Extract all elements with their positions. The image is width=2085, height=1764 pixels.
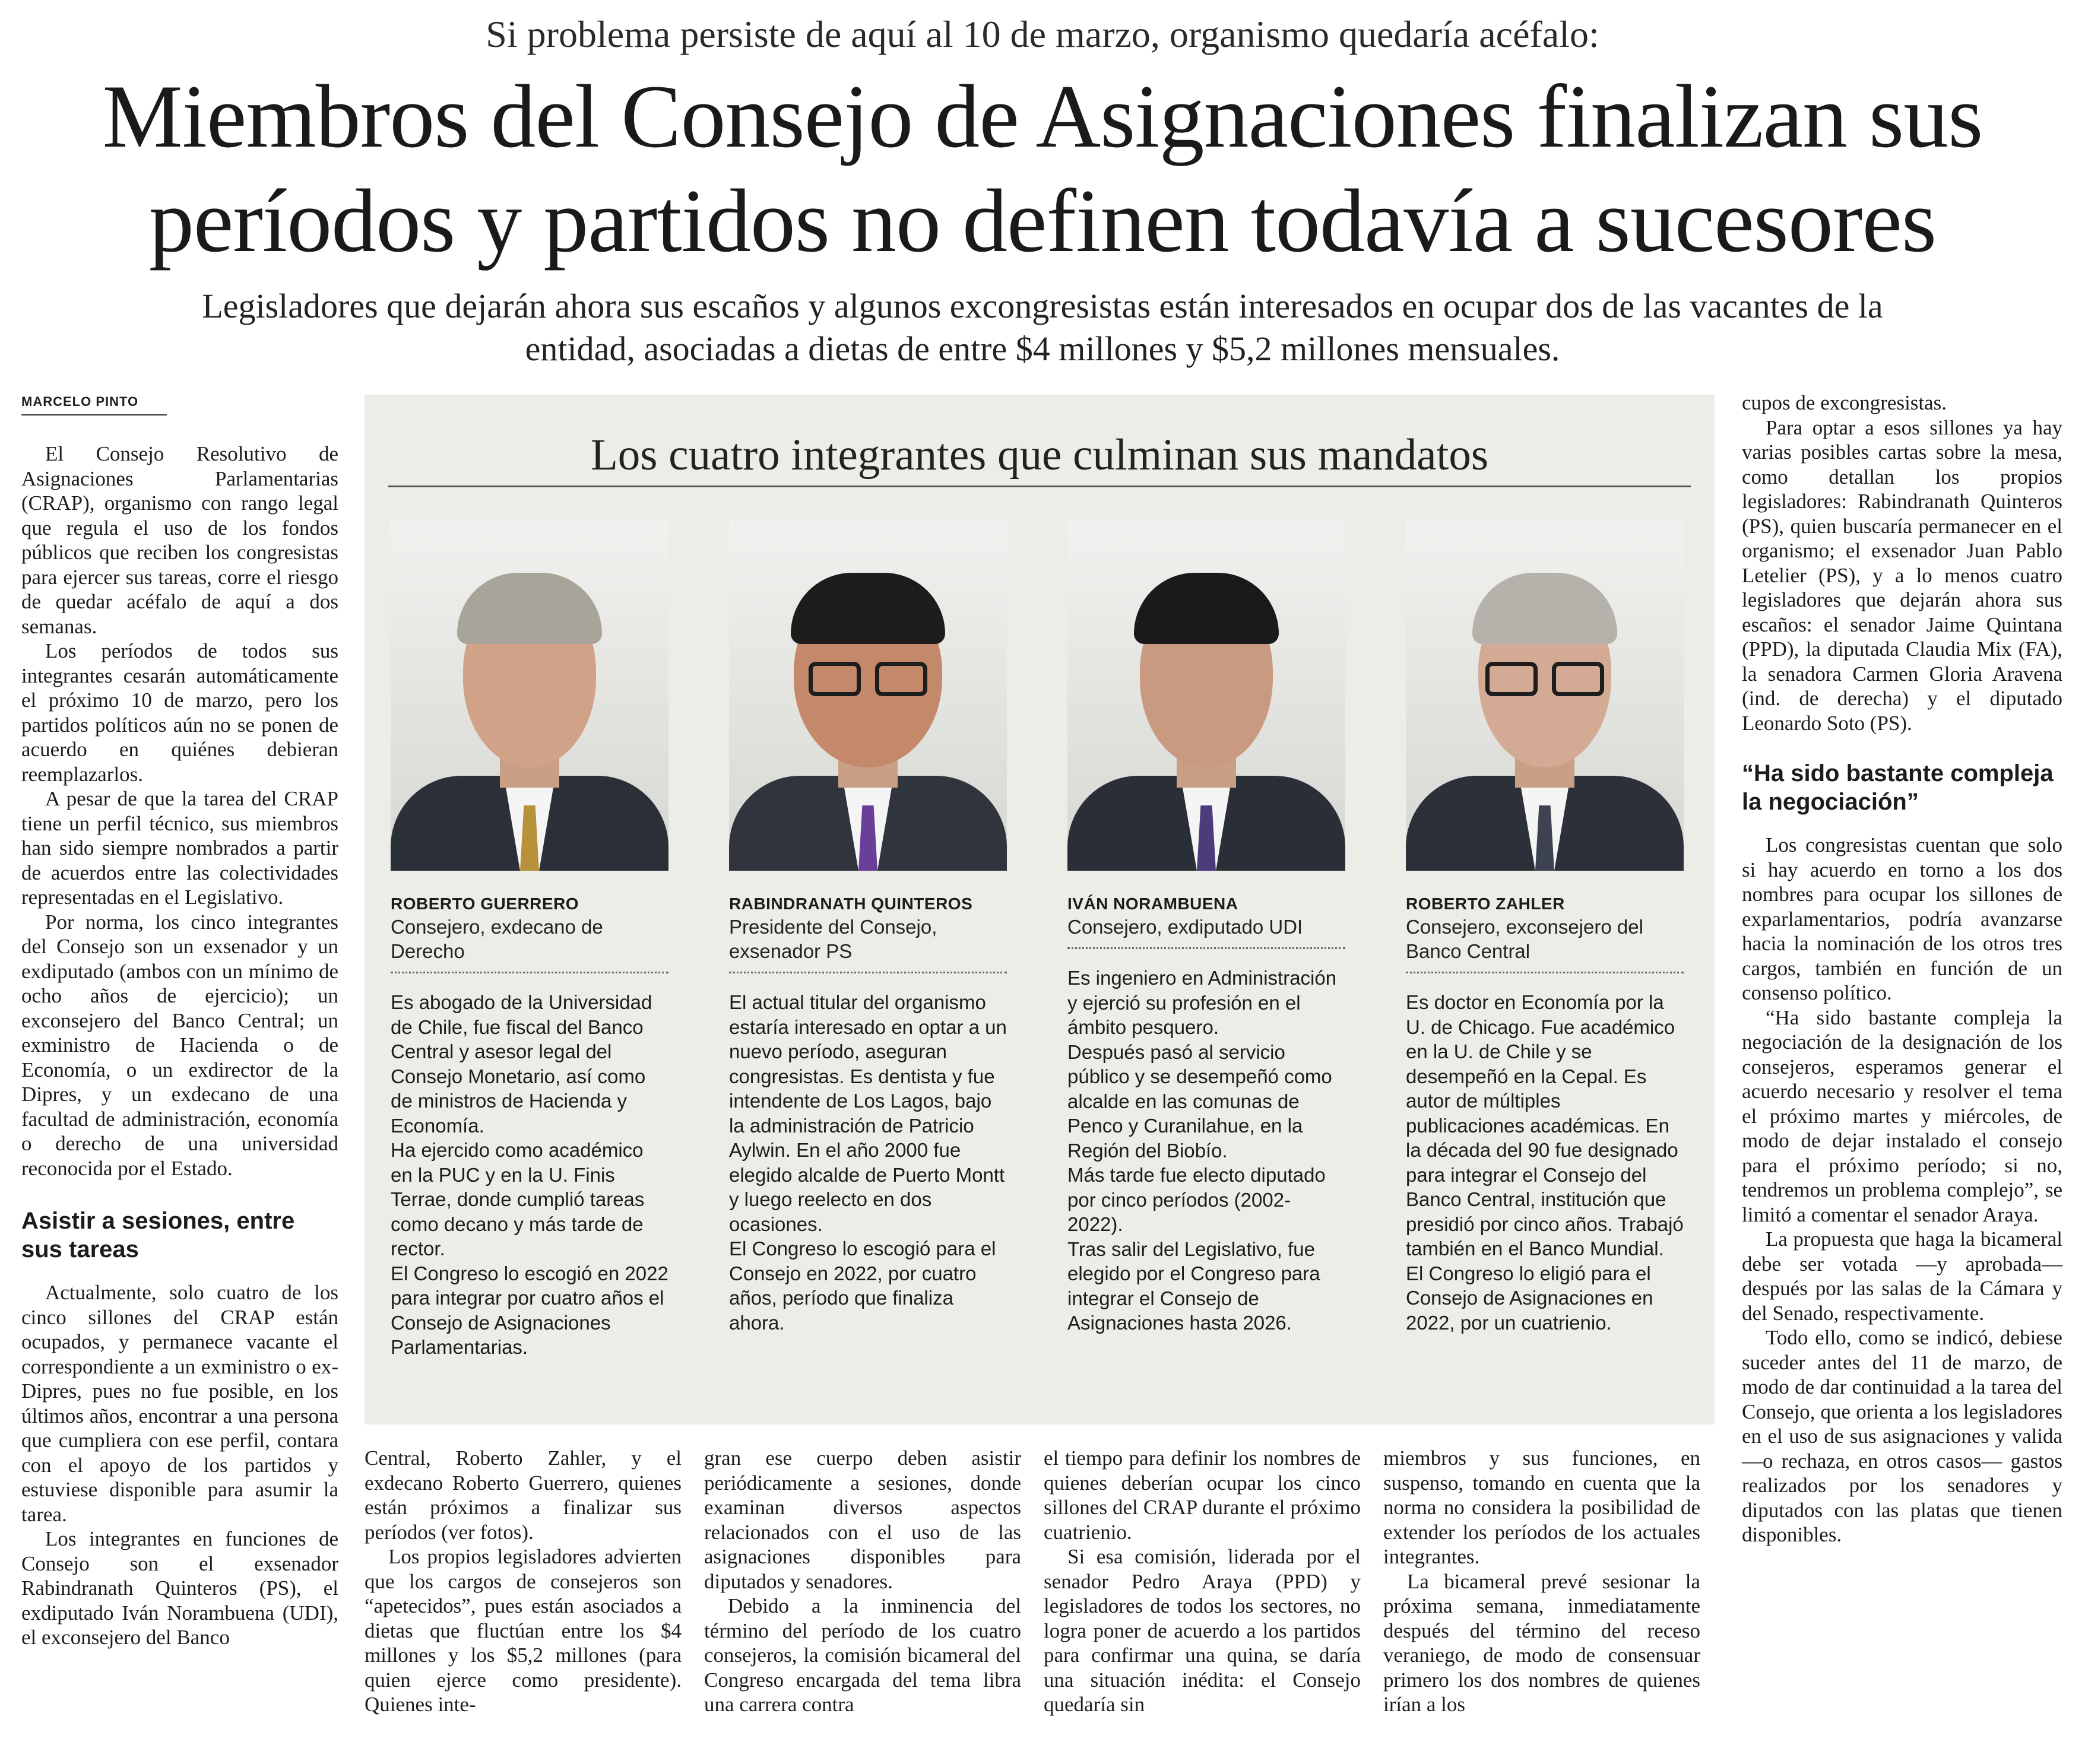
members-box — [365, 395, 1715, 1424]
paragraph: A pesar de que la tarea del CRAP tiene un perfil técnico, sus miembros han sido siempre nombrados a partir de acuerdos entre las colectividades representadas en el Legislativo. — [21, 787, 338, 909]
section-heading: “Ha sido bastante compleja la negociación” — [1742, 760, 2054, 815]
portrait-photo — [1067, 519, 1345, 871]
bio-paragraph: Es doctor en Economía por la U. de Chicago. Fue académico en la U. de Chile y se desempeñó en la Cepal. Es autor de múltiples publicaciones académicas. En la década del 90 fue designado para integrar el Consejo del Banco Central, institución que presidió por cinco años. Trabajó también en el Banco Mundial. El Congreso lo eligió para el Consejo de Asignaciones en 2022, por un cuatrienio. — [1406, 991, 1684, 1334]
member-card-quinteros — [729, 519, 1007, 1335]
column-5 — [1383, 1446, 1700, 1717]
paragraph: el tiempo para definir los nombres de quienes deberían ocupar los cinco sillones del CRAP durante el próximo cuatrienio. — [1044, 1446, 1361, 1544]
paragraph: miembros y sus funciones, en suspenso, tomando en cuenta que la norma no considera la posibilidad de extender los períodos de los actuales integrantes. — [1383, 1446, 1700, 1568]
member-card-norambuena — [1067, 519, 1345, 1335]
paragraph: Para optar a esos sillones ya hay varias posibles cartas sobre la mesa, como detallan los propios legisladores: Rabindranath Quinteros (PS), quien buscaría permanecer en el organismo; el exsenador Juan Pablo Letelier (PS), y a lo menos cuatro legisladores que dejarán ahora sus escaños: el senador Jaime Quintana (PPD), la diputada Claudia Mix (FA), la senadora Carmen Gloria Aravena (ind. de derecha) y el diputado Leonardo Soto (PS). — [1742, 415, 2062, 735]
kicker: Si problema persiste de aquí al 10 de marzo, organismo quedaría acéfalo: — [486, 13, 1599, 55]
paragraph: La bicameral prevé sesionar la próxima semana, inmediatamente después del término del receso veraniego, de modo de consensuar primero los dos nombres de quienes irían a los — [1383, 1569, 1700, 1716]
member-card-zahler — [1406, 519, 1684, 1335]
byline-rule — [21, 414, 167, 415]
bio-paragraph: El actual titular del organismo estaría interesado en optar a un nuevo período, aseguran congresistas. Es dentista y fue intendente de Los Lagos, bajo la administración de Patricio Aylwin. En el año 2000 fue elegido alcalde de Puerto Montt y luego reelecto en dos ocasiones. — [729, 991, 1007, 1235]
paragraph: Los integrantes en funciones de Consejo son el exsenador Rabindranath Quinteros (PS), el exdiputado Iván Norambuena (UDI), el exconsejero del Banco — [21, 1527, 338, 1649]
section-heading: Asistir a sesiones, entre sus tareas — [21, 1208, 295, 1262]
portrait-photo — [391, 519, 668, 871]
member-name: IVÁN NORAMBUENA — [1067, 894, 1238, 913]
column-6 — [1742, 391, 2062, 1547]
paragraph: Debido a la inminencia del término del período de los cuatro consejeros, la comisión bicameral del Congreso encargada del tema libra una carrera contra — [704, 1594, 1021, 1716]
paragraph: Actualmente, solo cuatro de los cinco sillones del CRAP están ocupados, y permanece vacante el correspondiente a un exministro o ex-Dipres, pues no fue posible, en los últimos años, encontrar a una persona que cumpliera con ese perfil, contara con el apoyo de los partidos y estuviese disponible para asumir la tarea. — [21, 1281, 338, 1526]
paragraph: gran ese cuerpo deben asistir periódicamente a sesiones, donde examinan diversos aspectos relacionados con el uso de las asignaciones disponibles para diputados y senadores. — [704, 1446, 1021, 1593]
member-bio — [391, 990, 668, 1360]
paragraph: Central, Roberto Zahler, y el exdecano Roberto Guerrero, quienes están próximos a finalizar sus períodos (ver fotos). — [365, 1446, 682, 1544]
member-bio — [729, 990, 1007, 1335]
member-bio — [1406, 990, 1684, 1335]
paragraph: Todo ello, como se indicó, debiese suceder antes del 11 de marzo, de modo de dar continuidad a la tarea del Consejo, que orienta a los legisladores en el uso de sus asignaciones y valida —o rechaza, en otros casos— gastos realizados por los senadores y diputados con las platas que tienen disponibles. — [1742, 1326, 2062, 1546]
bio-paragraph: El Congreso lo escogió para el Consejo en 2022, por cuatro años, período que finaliza ahora. — [729, 1238, 996, 1334]
bio-paragraph: Ha ejercido como académico en la PUC y en la U. Finis Terrae, donde cumplió tareas como decano y más tarde de rector. — [391, 1139, 645, 1259]
paragraph: La propuesta que haga la bicameral debe ser votada —y aprobada— después por las salas de la Cámara y del Senado, respectivamente. — [1742, 1227, 2062, 1325]
paragraph: Si esa comisión, liderada por el senador Pedro Araya (PPD) y legisladores de todos los sectores, no logra poner de acuerdo a los partidos para confirmar una quina, se daría una situación inédita: el Consejo quedaría sin — [1044, 1545, 1361, 1716]
column-4 — [1044, 1446, 1361, 1717]
column-2 — [365, 1446, 682, 1717]
bio-paragraph: Tras salir del Legislativo, fue elegido por el Congreso para integrar el Consejo de Asignaciones hasta 2026. — [1067, 1238, 1320, 1334]
bio-paragraph: Es ingeniero en Administración y ejerció su profesión en el ámbito pesquero. — [1067, 967, 1337, 1038]
portrait-photo — [729, 519, 1007, 871]
paragraph: cupos de excongresistas. — [1742, 391, 1947, 414]
paragraph: El Consejo Resolutivo de Asignaciones Parlamentarias (CRAP), organismo con rango legal que regula el uso de los fondos públicos que reciben los congresistas para ejercer sus tareas, corre el riesgo de quedar acéfalo de aquí a dos semanas. — [21, 442, 338, 638]
member-name: ROBERTO GUERRERO — [391, 894, 579, 913]
byline: MARCELO PINTO — [21, 394, 139, 409]
bio-paragraph: Es abogado de la Universidad de Chile, fue fiscal del Banco Central y asesor legal del Consejo Monetario, así como de ministros de Hacienda y Economía. — [391, 991, 652, 1137]
box-title-rule — [388, 486, 1691, 487]
bio-paragraph: Después pasó al servicio público y se desempeñó como alcalde en las comunas de Penco y Curanilahue, en la Región del Biobío. — [1067, 1040, 1332, 1162]
headline-line-2: períodos y partidos no definen todavía a sucesores — [148, 171, 1937, 271]
member-card-guerrero — [391, 519, 668, 1360]
member-name: RABINDRANATH QUINTEROS — [729, 894, 973, 913]
headline — [36, 64, 2049, 273]
paragraph: Los congresistas cuentan que solo si hay acuerdo en torno a los dos nombres para ocupar los sillones de exparlamentarios, podría avanzarse hacia la nominación de los otros tres cargos, también en función de un consenso político. — [1742, 833, 2062, 1004]
member-bio — [1067, 966, 1345, 1335]
column-3 — [704, 1446, 1021, 1717]
paragraph: Por norma, los cinco integrantes del Consejo son un exsenador y un exdiputado (ambos con un mínimo de ocho años de ejercicio); un exconsejero del Banco Central; un exministro de Hacienda o de Economía, o un exdirector de la Dipres, y un exdecano de una facultad de administración, economía o derecho de una universidad reconocida por el Estado. — [21, 910, 338, 1180]
bio-paragraph: El Congreso lo escogió en 2022 para integrar por cuatro años el Consejo de Asignaciones Parlamentarias. — [391, 1262, 668, 1358]
member-role: Presidente del Consejo, exsenador PS — [729, 915, 1007, 973]
subheadline-line-2: entidad, asociadas a dietas de entre $4 millones y $5,2 millones mensuales. — [525, 329, 1560, 368]
bio-paragraph: Más tarde fue electo diputado por cinco períodos (2002-2022). — [1067, 1164, 1326, 1235]
paragraph: “Ha sido bastante compleja la negociación de la designación de los consejeros, esperamos generar el acuerdo necesario y resolver el tema el próximo martes y miércoles, de modo de dejar instalado el consejo para el próximo período; si no, tendremos un problema complejo”, se limitó a comentar el senador Araya. — [1742, 1005, 2062, 1226]
member-role: Consejero, exdecano de Derecho — [391, 915, 668, 973]
member-role: Consejero, exdiputado UDI — [1067, 915, 1345, 949]
paragraph: Los propios legisladores advierten que los cargos de consejeros son “apetecidos”, pues están asociados a dietas que fluctúan entre los $4 millones y los $5,2 millones (para quien ejerce como presidente). Quienes inte- — [365, 1545, 682, 1716]
box-title: Los cuatro integrantes que culminan sus mandatos — [590, 430, 1489, 480]
headline-line-1: Miembros del Consejo de Asignaciones finalizan sus — [102, 66, 1983, 166]
portrait-photo — [1406, 519, 1684, 871]
subheadline — [83, 285, 2002, 370]
member-role: Consejero, exconsejero del Banco Central — [1406, 915, 1684, 973]
member-name: ROBERTO ZAHLER — [1406, 894, 1565, 913]
subheadline-line-1: Legisladores que dejarán ahora sus escaños y algunos excongresistas están interesados en ocupar dos de las vacantes de la — [202, 287, 1883, 325]
column-1 — [21, 442, 338, 1650]
paragraph: Los períodos de todos sus integrantes cesarán automáticamente el próximo 10 de marzo, pero los partidos políticos aún no se ponen de acuerdo en quiénes debieran reemplazarlos. — [21, 639, 338, 786]
